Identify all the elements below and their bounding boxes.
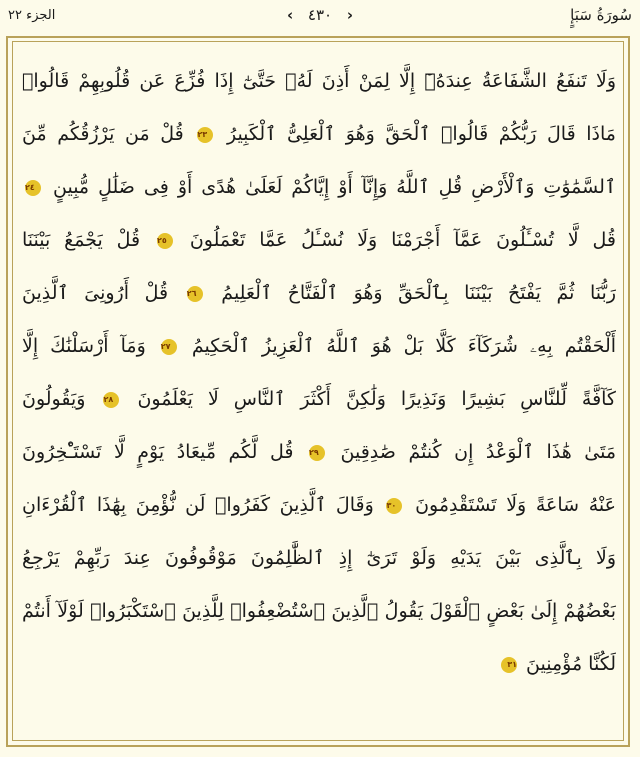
text-line-5: رَبُّنَا ثُمَّ يَفْتَحُ بَيْنَنَا بِٱلْحَقِّ وَهُوَ ٱلْفَتَّاحُ ٱلْعَلِيمُ ٢٦ قُلْ أَرُونِىَ ٱلَّذِينَ (22, 282, 616, 304)
text-line-8: مَتَىٰ هَٰذَا ٱلْوَعْدُ إِن كُنتُمْ صَٰدِقِينَ ٢٩ قُل لَّكُم مِّيعَادُ يَوْمٍ لَّا تَسْتَـْٔخِرُونَ (22, 441, 616, 463)
text-line-7: كَآفَّةً لِّلنَّاسِ بَشِيرًا وَنَذِيرًا وَلَٰكِنَّ أَكْثَرَ ٱلنَّاسِ لَا يَعْلَمُونَ ٢٨ وَيَقُولُونَ (22, 388, 616, 410)
ayah-end-marker: ٢٧ (161, 339, 177, 355)
ayah-end-marker: ٢٤ (25, 180, 41, 196)
ayah-end-marker: ٢٩ (309, 445, 325, 461)
ayah-end-marker: ٢٣ (197, 127, 213, 143)
page-header (0, 0, 640, 36)
quran-text-block (22, 55, 616, 691)
surah-name: سُورَةُ سَبَإٍ (570, 6, 632, 24)
text-line-3: ٱلسَّمَٰوَٰتِ وَٱلْأَرْضِ قُلِ ٱللَّهُ وَإِنَّآ أَوْ إِيَّاكُمْ لَعَلَىٰ هُدًى أَوْ فِى ضَلَٰلٍ مُّبِينٍ ٢٤ (25, 176, 616, 198)
ayah-end-marker: ٢٦ (187, 286, 203, 302)
text-line-12: لَكُنَّا مُؤْمِنِينَ ٣١ (22, 638, 616, 691)
text-line-9: عَنْهُ سَاعَةً وَلَا تَسْتَقْدِمُونَ ٣٠ وَقَالَ ٱلَّذِينَ كَفَرُوا۟ لَن نُّؤْمِنَ بِهَٰذَا ٱلْقُرْءَانِ (22, 494, 616, 516)
page-navigator (0, 6, 640, 24)
text-line-6: أَلْحَقْتُم بِهِۦ شُرَكَآءَ كَلَّا بَلْ هُوَ ٱللَّهُ ٱلْعَزِيزُ ٱلْحَكِيمُ ٢٧ وَمَآ أَرْسَلْنَٰكَ إِلَّا (22, 335, 616, 357)
text-line-4: قُل لَّا تُسْـَٔلُونَ عَمَّآ أَجْرَمْنَا وَلَا نُسْـَٔلُ عَمَّا تَعْمَلُونَ ٢٥ قُلْ يَجْمَعُ بَيْنَنَا (22, 229, 616, 251)
previous-page-button[interactable]: ‹ (286, 6, 294, 24)
juz-label: الجزء ٢٢ (8, 8, 56, 23)
next-page-button[interactable]: › (346, 6, 354, 24)
ayah-end-marker: ٣١ (501, 657, 517, 673)
ayah-end-marker: ٢٨ (103, 392, 119, 408)
ayah-end-marker: ٣٠ (386, 498, 402, 514)
ayah-end-marker: ٢٥ (157, 233, 173, 249)
text-line-11: بَعْضُهُمْ إِلَىٰ بَعْضٍ ٱلْقَوْلَ يَقُولُ ٱلَّذِينَ ٱسْتُضْعِفُوا۟ لِلَّذِينَ ٱسْتَكْبَرُوا۟ لَوْلَآ أَنتُمْ (22, 600, 616, 622)
text-line-10: وَلَا بِٱلَّذِى بَيْنَ يَدَيْهِ وَلَوْ تَرَىٰٓ إِذِ ٱلظَّٰلِمُونَ مَوْقُوفُونَ عِندَ رَبِّهِمْ يَرْجِعُ (22, 547, 616, 569)
text-line-1: وَلَا تَنفَعُ الشَّفَاعَةُ عِندَهُۥٓ إِلَّا لِمَنْ أَذِنَ لَهُۥ حَتَّىٰٓ إِذَا فُزِّعَ عَن قُلُوبِهِمْ قَالُوا۟ (22, 70, 616, 92)
text-line-2: مَاذَا قَالَ رَبُّكُمْ قَالُوا۟ ٱلْحَقَّ وَهُوَ ٱلْعَلِىُّ ٱلْكَبِيرُ ٢٣ قُلْ مَن يَرْزُقُكُم مِّنَ (22, 123, 616, 145)
page-number: ٤٣٠ (307, 6, 333, 24)
